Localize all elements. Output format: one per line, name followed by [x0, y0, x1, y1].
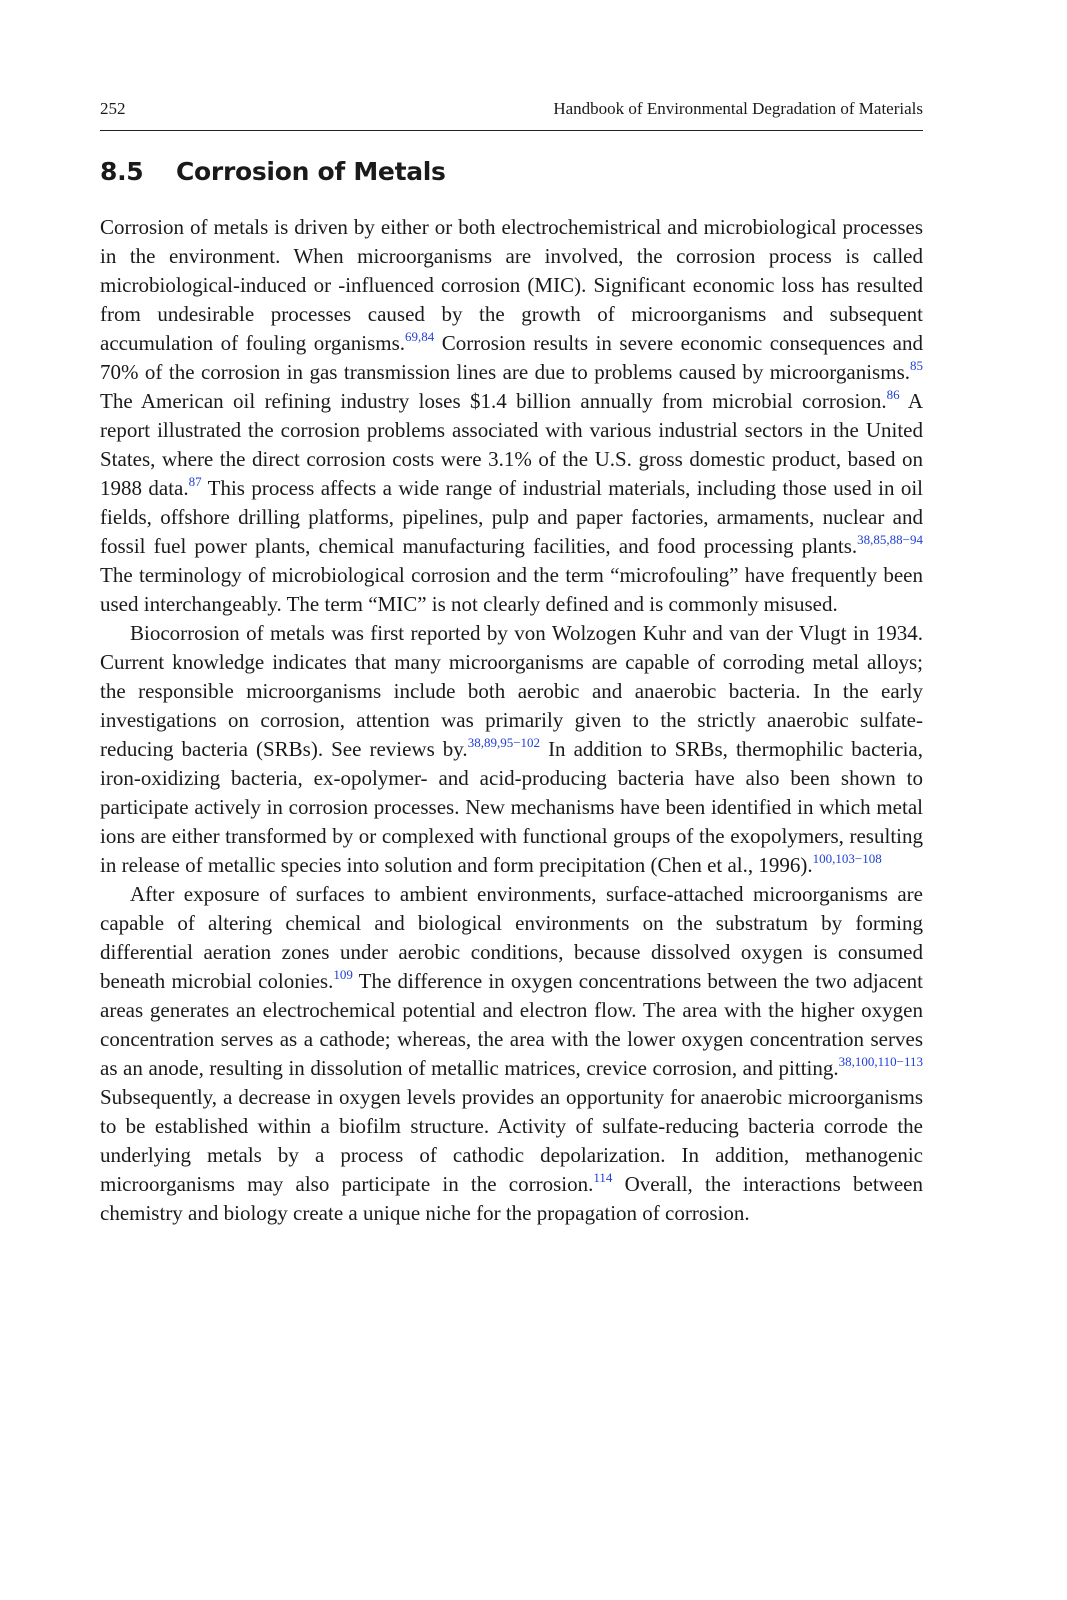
- paragraph-text: This process affects a wide range of industrial materials, including those used in oil fields, offshore drilling platforms, pipelines, pulp and paper factories, armaments, nuclear and fossil fuel power plants, chemical manufacturing facilities, and food processing plants.: [100, 476, 924, 558]
- paragraph-text: A report illustrated the corrosion problems associated with various industrial sectors in the United States, where the direct corrosion costs were 3.1% of the U.S. gross domestic product, based on 1988 data.: [100, 389, 924, 500]
- section-title: Corrosion of Metals: [176, 157, 446, 186]
- citation-link[interactable]: 38,89,95−102: [467, 735, 541, 750]
- paragraph-text: The difference in oxygen concentrations between the two adjacent areas generates an electrochemical potential and electron flow. The area with the higher oxygen concentration serves as a cathode; whereas, the area with the lower oxygen concentration serves as an anode, resulting in dissolution of metallic matrices, crevice corrosion, and pitting.: [100, 969, 923, 1080]
- paragraph-1: [100, 213, 923, 619]
- paragraph-text: Corrosion of metals is driven by either or both electrochemistrical and microbiological processes in the environment. When microorganisms are involved, the corrosion process is called microbiological-induced or -influenced corrosion (MIC). Significant economic loss has resulted from undesirable processes caused by the growth of microorganisms and subsequent accumulation of fouling organisms.: [100, 215, 923, 355]
- page-number: 252: [100, 99, 126, 118]
- paragraph-text: In addition to SRBs, thermophilic bacteria, iron-oxidizing bacteria, ex-opolymer- and acid-producing bacteria have also been shown to participate actively in corrosion processes. New mechanisms have been identified in which metal ions are either transformed by or complexed with functional groups of the exopolymers, resulting in release of metallic species into solution and form precipitation (Chen et al., 1996).: [100, 737, 923, 877]
- citation-link[interactable]: 86: [886, 387, 900, 402]
- citation-link[interactable]: 87: [188, 474, 202, 489]
- paragraph-text: Overall, the interactions between chemistry and biology create a unique niche for the propagation of corrosion.: [100, 1172, 923, 1225]
- section-number: 8.5: [100, 157, 144, 186]
- section-heading: [100, 155, 923, 189]
- paragraph-text: Corrosion results in severe economic consequences and 70% of the corrosion in gas transmission lines are due to problems caused by microorganisms.: [100, 331, 923, 384]
- book-page: [100, 96, 923, 1228]
- paragraph-text: After exposure of surfaces to ambient environments, surface-attached microorganisms are capable of altering chemical and biological environments on the substratum by forming differential aeration zones under aerobic conditions, because dissolved oxygen is consumed beneath microbial colonies.: [100, 882, 923, 993]
- citation-link[interactable]: 109: [333, 967, 353, 982]
- citation-link[interactable]: 85: [910, 358, 923, 373]
- citation-link[interactable]: 114: [593, 1170, 613, 1185]
- citation-link[interactable]: 38,100,110−113: [838, 1054, 923, 1069]
- running-header: [100, 96, 923, 131]
- paragraph-text: Biocorrosion of metals was first reported by von Wolzogen Kuhr and van der Vlugt in 1934. Current knowledge indicates that many microorganisms are capable of corroding metal alloys; the responsible microorganisms include both aerobic and anaerobic bacteria. In the early investigations on corrosion, attention was primarily given to the strictly anaerobic sulfate-reducing bacteria (SRBs). See reviews by.: [100, 621, 923, 761]
- paragraph-text: Subsequently, a decrease in oxygen levels provides an opportunity for anaerobic microorganisms to be established within a biofilm structure. Activity of sulfate-reducing bacteria corrode the underlying metals by a process of cathodic depolarization. In addition, methanogenic microorganisms may also participate in the corrosion.: [100, 1085, 923, 1196]
- paragraph-2: [100, 619, 923, 880]
- citation-link[interactable]: 38,85,88−94: [857, 532, 923, 547]
- paragraph-text: The American oil refining industry loses $1.4 billion annually from microbial corrosion.: [100, 389, 887, 413]
- running-title: Handbook of Environmental Degradation of Materials: [553, 99, 923, 118]
- citation-link[interactable]: 100,103−108: [812, 851, 882, 866]
- citation-link[interactable]: 69,84: [405, 329, 435, 344]
- paragraph-3: [100, 880, 923, 1228]
- paragraph-text: The terminology of microbiological corrosion and the term “microfouling” have frequently been used interchangeably. The term “MIC” is not clearly defined and is commonly misused.: [100, 563, 923, 616]
